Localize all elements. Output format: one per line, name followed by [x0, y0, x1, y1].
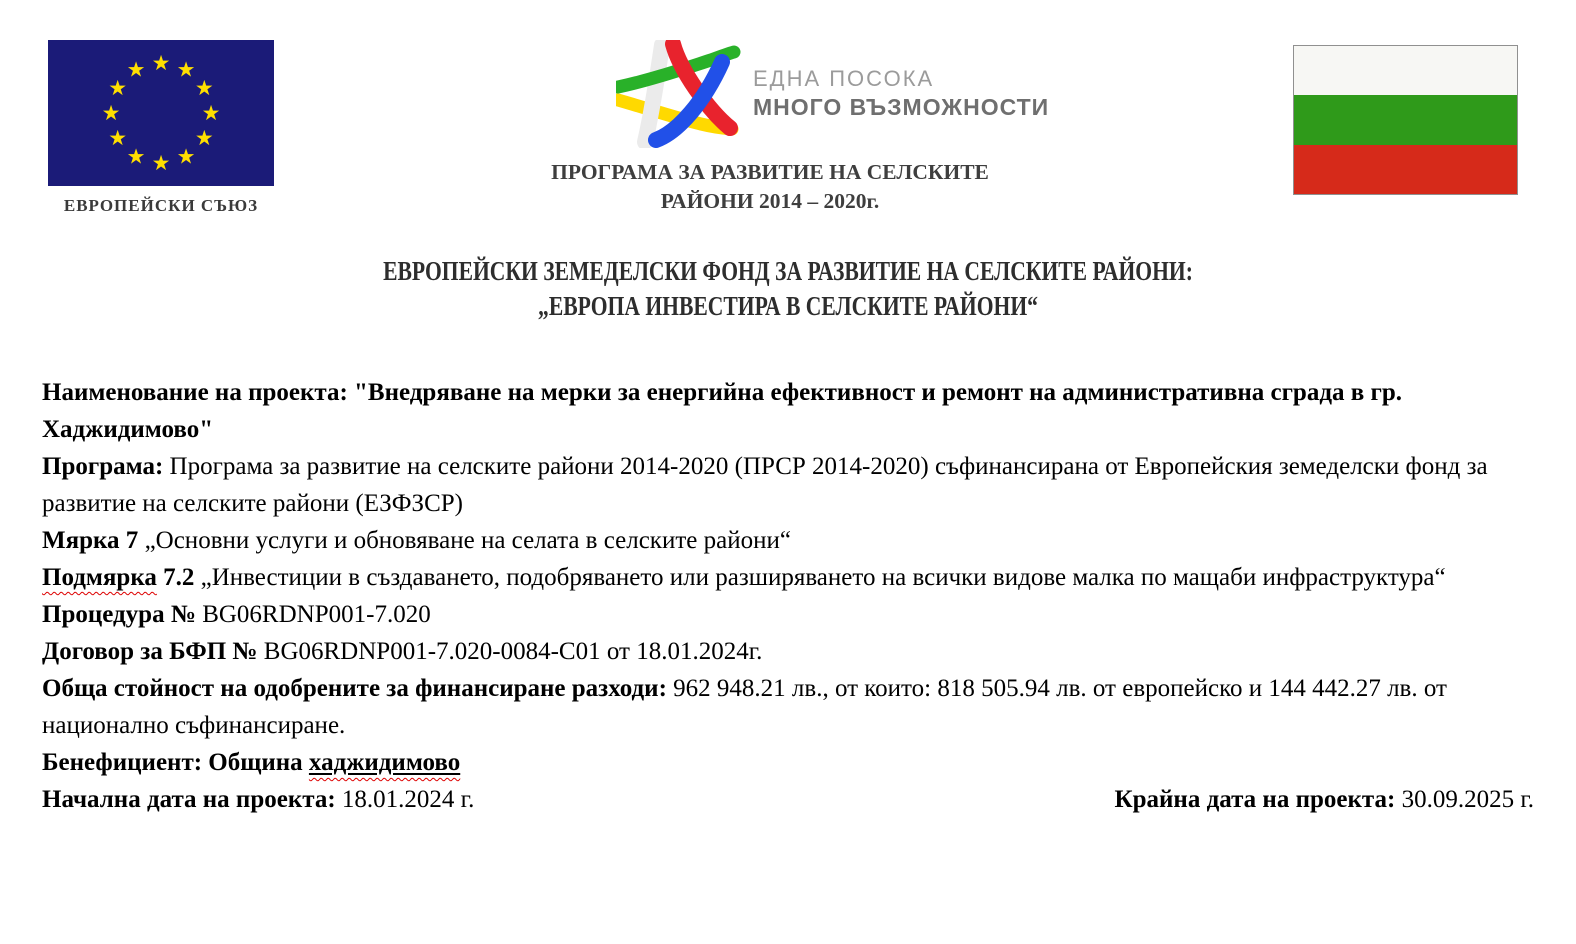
contract-paragraph [42, 633, 1534, 670]
total-cost-value: 962 948.21 лв., от които: 818 505.94 лв. от европейско и 144 442.27 лв. от национално съфинансиране. [42, 675, 1447, 739]
submeasure-paragraph [42, 559, 1534, 596]
program-title-line1: ПРОГРАМА ЗА РАЗВИТИЕ НА СЕЛСКИТЕ [551, 160, 989, 184]
star-icon: ★ [176, 143, 196, 168]
bulgaria-flag-red-stripe [1294, 145, 1517, 194]
start-date-label: Начална дата на проекта: [42, 786, 336, 813]
end-date-value: 30.09.2025 г. [1401, 786, 1534, 813]
contract-label: Договор за БФП № [42, 638, 258, 665]
star-icon: ★ [194, 125, 214, 150]
fund-heading-line1: ЕВРОПЕЙСКИ ЗЕМЕДЕЛСКИ ФОНД ЗА РАЗВИТИЕ НА СЕЛСКИТЕ РАЙОНИ: [383, 256, 1193, 286]
rdp-logo-tagline [753, 66, 1049, 121]
submeasure-number: 7.2 [163, 564, 195, 591]
procedure-value: BG06RDNP001-7.020 [202, 601, 431, 628]
project-name-value: "Внедряване на мерки за енергийна ефективност и ремонт на административна сграда в гр. Хаджидимово" [42, 379, 1402, 443]
procedure-paragraph [42, 596, 1534, 633]
total-cost-paragraph [42, 670, 1534, 744]
star-icon: ★ [151, 150, 171, 175]
beneficiary-name: хаджидимово [308, 749, 461, 776]
end-date-label: Крайна дата на проекта: [1114, 786, 1396, 813]
star-icon: ★ [126, 57, 146, 82]
bulgaria-flag [1293, 45, 1518, 195]
project-name-label: Наименование на проекта: [42, 379, 348, 406]
bulgaria-flag-white-stripe [1294, 46, 1517, 95]
star-icon: ★ [176, 57, 196, 82]
contract-value: BG06RDNP001-7.020-0084-C01 от 18.01.2024г. [263, 638, 763, 665]
fund-heading-line2: „ЕВРОПА ИНВЕСТИРА В СЕЛСКИТЕ РАЙОНИ“ [538, 291, 1038, 321]
eu-flag-caption: ЕВРОПЕЙСКИ СЪЮЗ [63, 196, 259, 215]
star-icon: ★ [108, 125, 128, 150]
star-icon: ★ [126, 143, 146, 168]
procedure-label: Процедура № [42, 601, 196, 628]
star-icon: ★ [151, 50, 171, 75]
program-title-line2: РАЙОНИ 2014 – 2020г. [660, 189, 880, 213]
measure-label: Мярка 7 [42, 527, 139, 554]
beneficiary-paragraph [42, 744, 1534, 781]
rdp-swoosh-logo-icon [616, 40, 751, 148]
total-cost-label: Обща стойност на одобрените за финансиране разходи: [42, 675, 667, 702]
project-details [42, 374, 1534, 818]
submeasure-word: Подмярка [42, 564, 157, 591]
star-icon: ★ [101, 100, 121, 125]
project-name-paragraph [42, 374, 1534, 448]
start-date [42, 781, 474, 818]
star-icon: ★ [194, 75, 214, 100]
eu-flag [48, 40, 274, 186]
measure-paragraph [42, 522, 1534, 559]
end-date [1115, 781, 1535, 818]
logo-tagline-line2: МНОГО ВЪЗМОЖНОСТИ [753, 94, 1050, 120]
program-paragraph [42, 448, 1534, 522]
submeasure-value: „Инвестиции в създаването, подобряването или разширяването на всички видове малка по мащаби инфраструктура“ [200, 564, 1446, 591]
star-icon: ★ [108, 75, 128, 100]
program-title [430, 158, 1110, 216]
beneficiary-label: Бенефициент: Община [42, 749, 303, 776]
fund-heading [158, 254, 1419, 324]
logo-tagline-line1: ЕДНА ПОСОКА [753, 66, 935, 91]
start-date-value: 18.01.2024 г. [341, 786, 475, 813]
bulgaria-flag-green-stripe [1294, 95, 1517, 144]
program-value: Програма за развитие на селските райони 2014-2020 (ПРСР 2014-2020) съфинансирана от Европейския земеделски фонд за развитие на селските райони (ЕЗФЗСР) [42, 453, 1488, 517]
measure-value: „Основни услуги и обновяване на селата в селските райони“ [144, 527, 791, 554]
star-icon: ★ [201, 100, 221, 125]
program-label: Програма: [42, 453, 164, 480]
dates-row [42, 781, 1534, 818]
